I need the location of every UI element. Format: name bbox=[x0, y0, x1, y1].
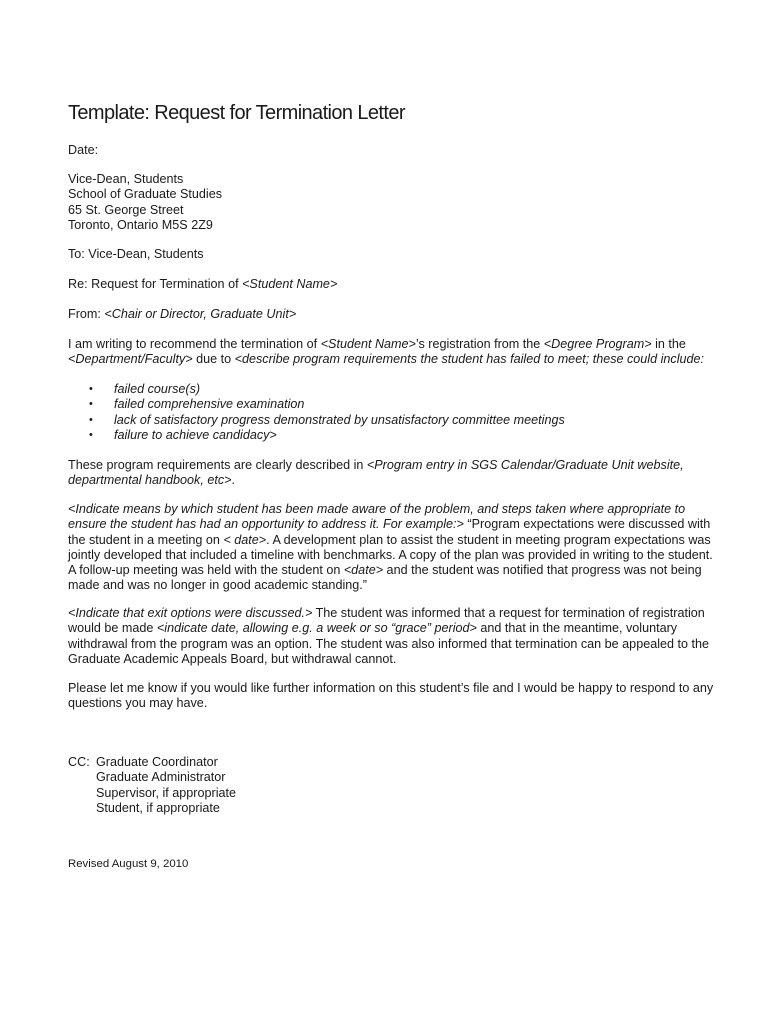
exit-options-paragraph: <Indicate that exit options were discussed.> The student was informed that a request for termination of registration would be made <indicate date, allowing e.g. a week or so “grace” period> and that in the meantime, voluntary withdrawal from the program was an option. The student was also informed that termination can be appealed to the Graduate Academic Appeals Board, but withdrawal cannot. bbox=[68, 606, 710, 666]
handbook-placeholder: departmental handbook, etc> bbox=[68, 473, 232, 488]
grace-period-placeholder: <indicate date, allowing e.g. a week or so “grace” period> bbox=[156, 621, 477, 636]
cc-recipients bbox=[96, 755, 236, 816]
bullet-icon: • bbox=[89, 428, 93, 441]
bullet-icon: • bbox=[89, 413, 93, 426]
program-entry-placeholder: <Program entry in SGS Calendar/Graduate Unit website, bbox=[366, 458, 684, 472]
means-paragraph: <Indicate means by which student has been made aware of the problem, and steps taken where appropriate to ensure the student has had an opportunity to address it. For example:> “Program expectations were discussed with the student in a meeting on < date>. A development plan to assist the student in meeting program expectations was jointly developed that included a timeline with benchmarks. A copy of the plan was provided in writing to the student. A follow-up meeting was held with the student on <date> and the student was notified that progress was not being made and was no longer in good academic standing.” bbox=[68, 502, 713, 593]
list-item: • failure to achieve candidacy> bbox=[89, 427, 277, 442]
address-line: Toronto, Ontario M5S 2Z9 bbox=[68, 217, 213, 232]
cc-recipient: Supervisor, if appropriate bbox=[96, 785, 237, 800]
student-name-placeholder: <Student Name> bbox=[320, 337, 416, 351]
cc-recipient: Student, if appropriate bbox=[96, 800, 220, 815]
from-line bbox=[68, 307, 718, 322]
exit-options-placeholder: <Indicate that exit options were discussed.> bbox=[68, 606, 313, 620]
chair-placeholder: <Chair or Director, Graduate Unit> bbox=[104, 307, 297, 321]
address-line: Vice-Dean, Students bbox=[68, 172, 184, 186]
cc-label: CC: bbox=[68, 755, 90, 769]
date-placeholder: < date> bbox=[223, 532, 267, 547]
list-item: • failed comprehensive examination bbox=[89, 397, 305, 412]
list-item: • lack of satisfactory progress demonstrated by unsatisfactory committee meetings bbox=[89, 412, 565, 427]
means-placeholder: <Indicate means by which student has been made aware of the problem, and steps taken where appropriate to bbox=[68, 502, 686, 516]
requirements-paragraph: These program requirements are clearly described in <Program entry in SGS Calendar/Graduate Unit website, departmental handbook, etc>. bbox=[68, 458, 684, 488]
closing-paragraph: Please let me know if you would like further information on this student’s file and I would be happy to respond to any questions you may have. bbox=[68, 681, 714, 711]
page-title: Template: Request for Termination Letter bbox=[68, 102, 405, 124]
means-placeholder-cont: ensure the student has had an opportunity to address it. For example:> bbox=[68, 517, 464, 532]
cc-recipient: Graduate Administrator bbox=[96, 770, 226, 785]
re-line bbox=[68, 277, 718, 292]
from-prefix: From: bbox=[68, 307, 105, 321]
to-line: To: Vice-Dean, Students bbox=[68, 247, 204, 261]
date-placeholder: <date> bbox=[343, 563, 384, 578]
student-name-placeholder: <Student Name> bbox=[242, 277, 338, 291]
address-line: School of Graduate Studies bbox=[68, 187, 223, 202]
cc-recipient: Graduate Coordinator bbox=[96, 755, 218, 769]
recipient-address bbox=[68, 172, 718, 233]
department-placeholder: <Department/Faculty> bbox=[68, 352, 193, 367]
bullet-icon: • bbox=[89, 383, 93, 395]
revision-note: Revised August 9, 2010 bbox=[68, 858, 189, 870]
degree-program-placeholder: <Degree Program> bbox=[543, 337, 652, 351]
list-item: • failed course(s) bbox=[89, 382, 201, 396]
date-line bbox=[68, 143, 718, 158]
reasons-list bbox=[68, 382, 718, 443]
cc-block bbox=[68, 755, 718, 816]
intro-paragraph: I am writing to recommend the termination of <Student Name>’s registration from the <Degree Program> in the <Department/Faculty> due to <describe program requirements the student has failed to meet; these could include: bbox=[68, 337, 705, 367]
address-line: 65 St. George Street bbox=[68, 202, 184, 217]
requirements-placeholder: <describe program requirements the student has failed to meet; these could include: bbox=[234, 352, 705, 367]
bullet-icon: • bbox=[89, 398, 93, 411]
re-prefix: Re: Request for Termination of bbox=[68, 277, 243, 291]
date-label: Date: bbox=[68, 143, 99, 157]
